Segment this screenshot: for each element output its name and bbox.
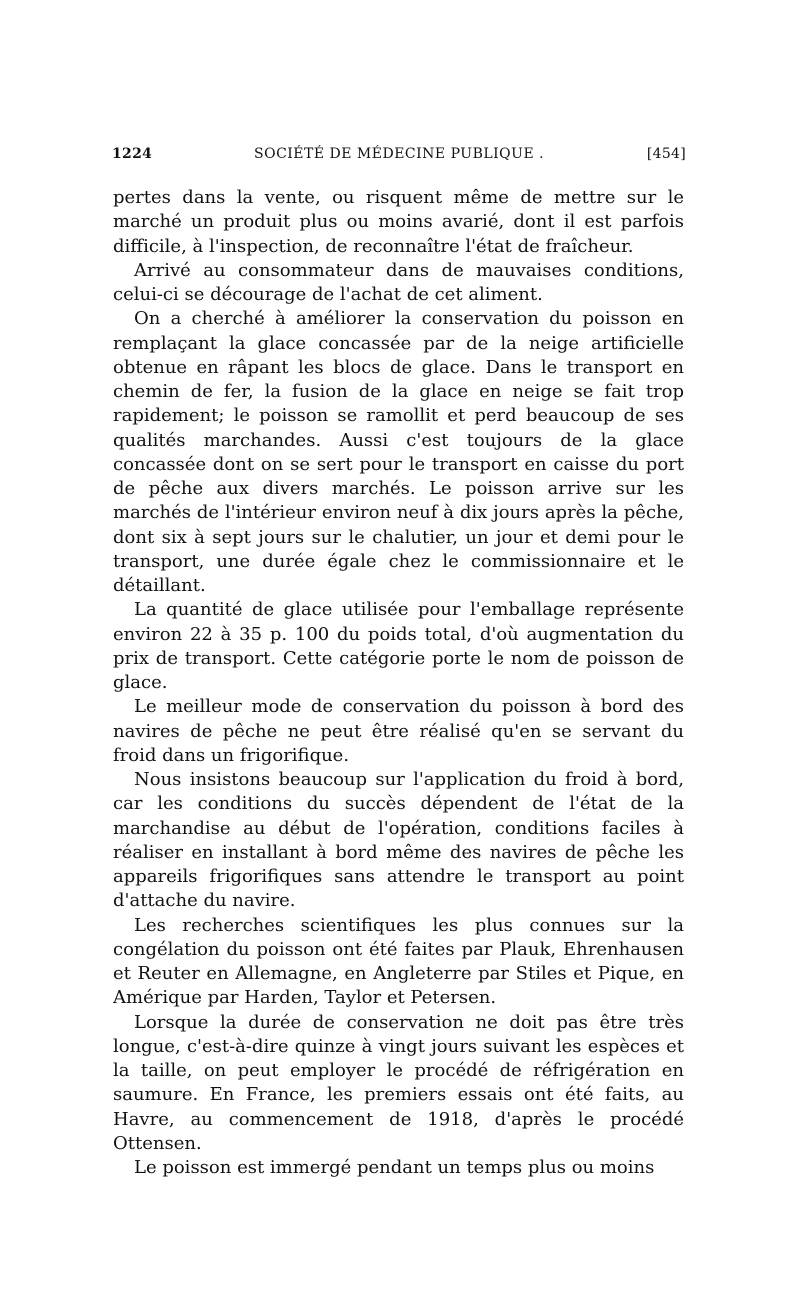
body-text [113, 186, 684, 1180]
paragraph: La quantité de glace utilisée pour l'emballage représente environ 22 à 35 p. 100 du poids total, d'où augmentation du prix de transport. Cette catégorie porte le nom de poisson de glace. [113, 599, 684, 693]
running-title: SOCIÉTÉ DE MÉDECINE PUBLIQUE . [254, 146, 545, 162]
paragraph: Arrivé au consommateur dans de mauvaises conditions, celui-ci se décourage de l'achat de cet aliment. [113, 259, 684, 305]
page-number: 1224 [112, 146, 153, 162]
paragraph: On a cherché à améliorer la conservation du poisson en remplaçant la glace concassée par de la neige artificielle obtenue en râpant les blocs de glace. Dans le transport en chemin de fer, la fusion de la glace en neige se fait trop rapidement; le poisson se ramollit et perd beaucoup de ses qualités marchandes. Aussi c'est toujours de la glace concassée dont on se sert pour le transport en caisse du port de pêche aux divers marchés. Le poisson arrive sur les marchés de l'intérieur environ neuf à dix jours après la pêche, dont six à sept jours sur le chalutier, un jour et demi pour le transport, une durée égale chez le commissionnaire et le détaillant. [113, 308, 684, 596]
paragraph: Lorsque la durée de conservation ne doit pas être très longue, c'est-à-dire quinze à vingt jours suivant les espèces et la taille, on peut employer le procédé de réfrigération en saumure. En France, les premiers essais ont été faits, au Havre, au commencement de 1918, d'après le procédé Ottensen. [113, 1011, 684, 1154]
paragraph: Le meilleur mode de conservation du poisson à bord des navires de pêche ne peut être réalisé qu'en se servant du froid dans un frigorifique. [113, 696, 684, 766]
paragraph: Les recherches scientifiques les plus connues sur la congélation du poisson ont été faites par Plauk, Ehrenhausen et Reuter en Allemagne, en Angleterre par Stiles et Pique, en Amérique par Harden, Taylor et Petersen. [113, 914, 684, 1009]
page-header [112, 146, 686, 170]
paragraph: pertes dans la vente, ou risquent même de mettre sur le marché un produit plus ou moins avarié, dont il est parfois difficile, à l'inspection, de reconnaître l'état de fraîcheur. [113, 187, 684, 257]
paragraph: Nous insistons beaucoup sur l'application du froid à bord, car les conditions du succès dépendent de l'état de la marchandise au début de l'opération, conditions faciles à réaliser en installant à bord même des navires de pêche les appareils frigorifiques sans attendre le transport au point d'attache du navire. [113, 769, 684, 912]
original-page-number: [454] [646, 146, 686, 162]
paragraph: Le poisson est immergé pendant un temps plus ou moins [134, 1157, 655, 1178]
